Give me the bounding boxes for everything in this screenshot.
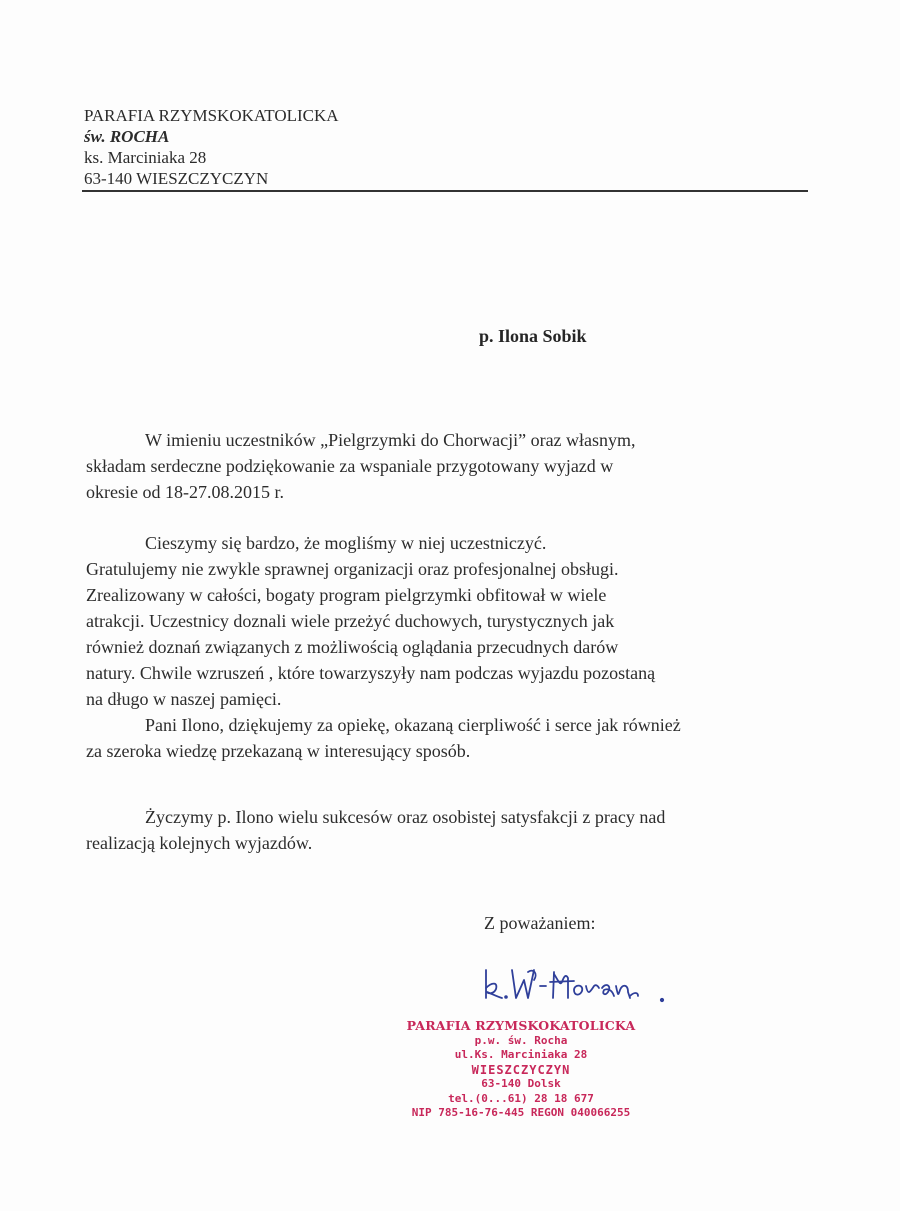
recipient-name: p. Ilona Sobik	[479, 326, 587, 346]
stamp-line: 63-140 Dolsk	[481, 1077, 561, 1090]
letterhead	[84, 105, 339, 189]
paragraph-3	[86, 712, 808, 764]
stamp-line: ul.Ks. Marciniaka 28	[454, 1048, 588, 1061]
paragraph-line: Gratulujemy nie zwykle sprawnej organizacji oraz profesjonalnej obsługi.	[86, 559, 619, 579]
stamp-line: tel.(0...61) 28 18 677	[448, 1091, 594, 1105]
letterhead-saint-name: św. ROCHA	[84, 127, 170, 146]
paragraph-line: realizacją kolejnych wyjazdów.	[86, 833, 313, 853]
paragraph-line: W imieniu uczestników „Pielgrzymki do Chorwacji” oraz własnym,	[145, 430, 636, 450]
paragraph-line: okresie od 18-27.08.2015 r.	[86, 482, 284, 502]
paragraph-line: składam serdeczne podziękowanie za wspaniale przygotowany wyjazd w	[86, 456, 614, 476]
parish-stamp	[396, 1019, 646, 1121]
stamp-line: WIESZCZYCZYN	[471, 1062, 571, 1077]
letter-body	[86, 427, 808, 856]
letterhead-city: 63-140 WIESZCZYCZYN	[84, 169, 269, 188]
paragraph-line: również doznań związanych z możliwością oglądania przecudnych darów	[86, 637, 619, 657]
handwritten-signature	[478, 962, 688, 1012]
paragraph-4	[86, 804, 808, 856]
paragraph-line: natury. Chwile wzruszeń , które towarzyszyły nam podczas wyjazdu pozostaną	[86, 663, 656, 683]
paragraph-line: atrakcji. Uczestnicy doznali wiele przeżyć duchowych, turystycznych jak	[86, 611, 615, 631]
letterhead-parish-name: PARAFIA RZYMSKOKATOLICKA	[84, 106, 339, 125]
paragraph-line: Zrealizowany w całości, bogaty program pielgrzymki obfitował w wiele	[86, 585, 607, 605]
stamp-line: NIP 785-16-76-445 REGON 040066255	[411, 1106, 631, 1119]
paragraph-line: Cieszymy się bardzo, że mogliśmy w niej uczestniczyć.	[145, 533, 547, 553]
paragraph-line: na długo w naszej pamięci.	[86, 689, 282, 709]
paragraph-1	[86, 427, 808, 505]
letterhead-divider	[82, 190, 808, 192]
paragraph-line: za szeroka wiedzę przekazaną w interesujący sposób.	[86, 741, 471, 761]
closing-salutation: Z poważaniem:	[484, 913, 596, 933]
stamp-line: p.w. św. Rocha	[474, 1033, 568, 1047]
paragraph-line: Życzymy p. Ilono wielu sukcesów oraz osobistej satysfakcji z pracy nad	[145, 807, 666, 827]
letterhead-street: ks. Marciniaka 28	[84, 148, 207, 167]
stamp-title: PARAFIA RZYMSKOKATOLICKA	[406, 1018, 636, 1033]
paragraph-line: Pani Ilono, dziękujemy za opiekę, okazaną cierpliwość i serce jak również	[145, 715, 681, 735]
paragraph-2	[86, 530, 808, 712]
